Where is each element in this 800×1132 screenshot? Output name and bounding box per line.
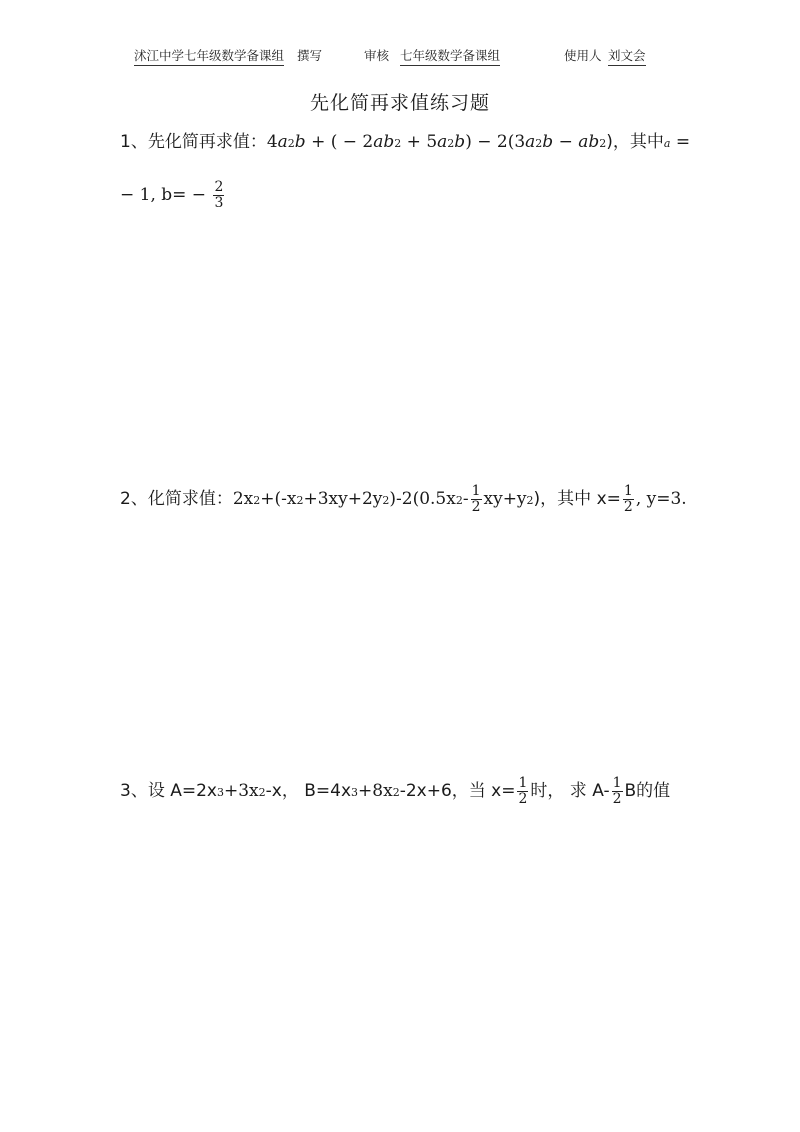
q2-term: - (462, 489, 469, 509)
q1-term: b (454, 132, 466, 152)
reviewer-name: 七年级数学备课组 (400, 46, 500, 66)
q1-variable-a: a (663, 137, 671, 150)
q1-term: + ( − 2 (305, 132, 374, 152)
q1-condition-text: − 1, b= − (120, 185, 207, 205)
question-2 (120, 484, 687, 515)
q1-term: 4 (266, 132, 278, 152)
q3-fraction-denominator: 2 (612, 791, 622, 807)
q1-exponent: 2 (394, 137, 402, 150)
q3-exponent: 3 (216, 786, 224, 799)
question-1-condition (120, 180, 226, 211)
q2-prefix: 2、化简求值： (120, 489, 233, 509)
q2-fraction-numerator: 1 (623, 483, 633, 499)
q1-fraction-denominator: 3 (214, 195, 224, 211)
q1-term: ab (373, 132, 395, 152)
q3-term: 时， 求 A- (530, 781, 610, 801)
question-1 (120, 128, 690, 158)
q2-fraction-denominator: 2 (471, 499, 481, 515)
q3-term: -2x+6，当 x= (399, 781, 516, 801)
q1-term: − (553, 132, 579, 152)
q3-fraction-numerator: 1 (518, 775, 528, 791)
q1-term: b (294, 132, 306, 152)
q2-exponent: 2 (526, 494, 534, 507)
q2-term: xy+y (483, 489, 527, 509)
q1-term: a (525, 132, 536, 152)
q1-exponent: 2 (447, 137, 455, 150)
q1-exponent: 2 (535, 137, 543, 150)
q3-term: +8x (358, 781, 393, 801)
q1-term: ) − 2(3 (465, 132, 526, 152)
q1-term: )，其中 (606, 132, 664, 152)
q1-term: = (670, 132, 691, 152)
q1-fraction-numerator: 2 (214, 179, 224, 195)
question-3 (120, 776, 670, 807)
q2-exponent: 2 (382, 494, 390, 507)
q3-fraction (517, 776, 528, 807)
q3-exponent: 2 (392, 786, 400, 799)
q1-term: + 5 (401, 132, 438, 152)
q2-exponent: 2 (296, 494, 304, 507)
q3-term: B的值 (624, 781, 671, 801)
q3-prefix: 3、设 A=2x (120, 781, 217, 801)
q1-term: ab (578, 132, 600, 152)
reviewer-label: 审核 (364, 48, 390, 63)
q2-fraction-denominator: 2 (623, 499, 633, 515)
q2-fraction (623, 484, 634, 515)
q3-term: -x， B=4x (265, 781, 352, 801)
q1-exponent: 2 (599, 137, 607, 150)
q2-exponent: 2 (455, 494, 463, 507)
q2-term: +(-x (260, 489, 297, 509)
q2-term: )-2(0.5x (389, 489, 456, 509)
q3-fraction-denominator: 2 (518, 791, 528, 807)
q3-exponent: 3 (351, 786, 359, 799)
q1-term: a (437, 132, 448, 152)
q1-term: a (277, 132, 288, 152)
q2-term: , y=3. (635, 489, 687, 509)
q3-exponent: 2 (258, 786, 266, 799)
q2-term: )，其中 x= (533, 489, 621, 509)
user-name: 刘文会 (608, 46, 646, 66)
page-title: 先化简再求值练习题 (309, 92, 490, 114)
q2-exponent: 2 (253, 494, 261, 507)
q3-term: +3x (223, 781, 259, 801)
school-group-label: 沭江中学七年级数学备课组 (134, 46, 284, 66)
author-label: 撰写 (297, 48, 323, 63)
q1-fraction (213, 180, 224, 211)
q3-fraction-numerator: 1 (612, 775, 622, 791)
q1-exponent: 2 (287, 137, 295, 150)
q2-fraction (471, 484, 482, 515)
q1-term: b (542, 132, 554, 152)
q2-fraction-numerator: 1 (471, 483, 481, 499)
q2-term: +3xy+2y (303, 489, 383, 509)
q1-prefix: 1、先化简再求值： (120, 132, 267, 152)
q3-fraction (612, 776, 623, 807)
user-label: 使用人 (564, 48, 602, 63)
q2-term: 2x (232, 489, 254, 509)
